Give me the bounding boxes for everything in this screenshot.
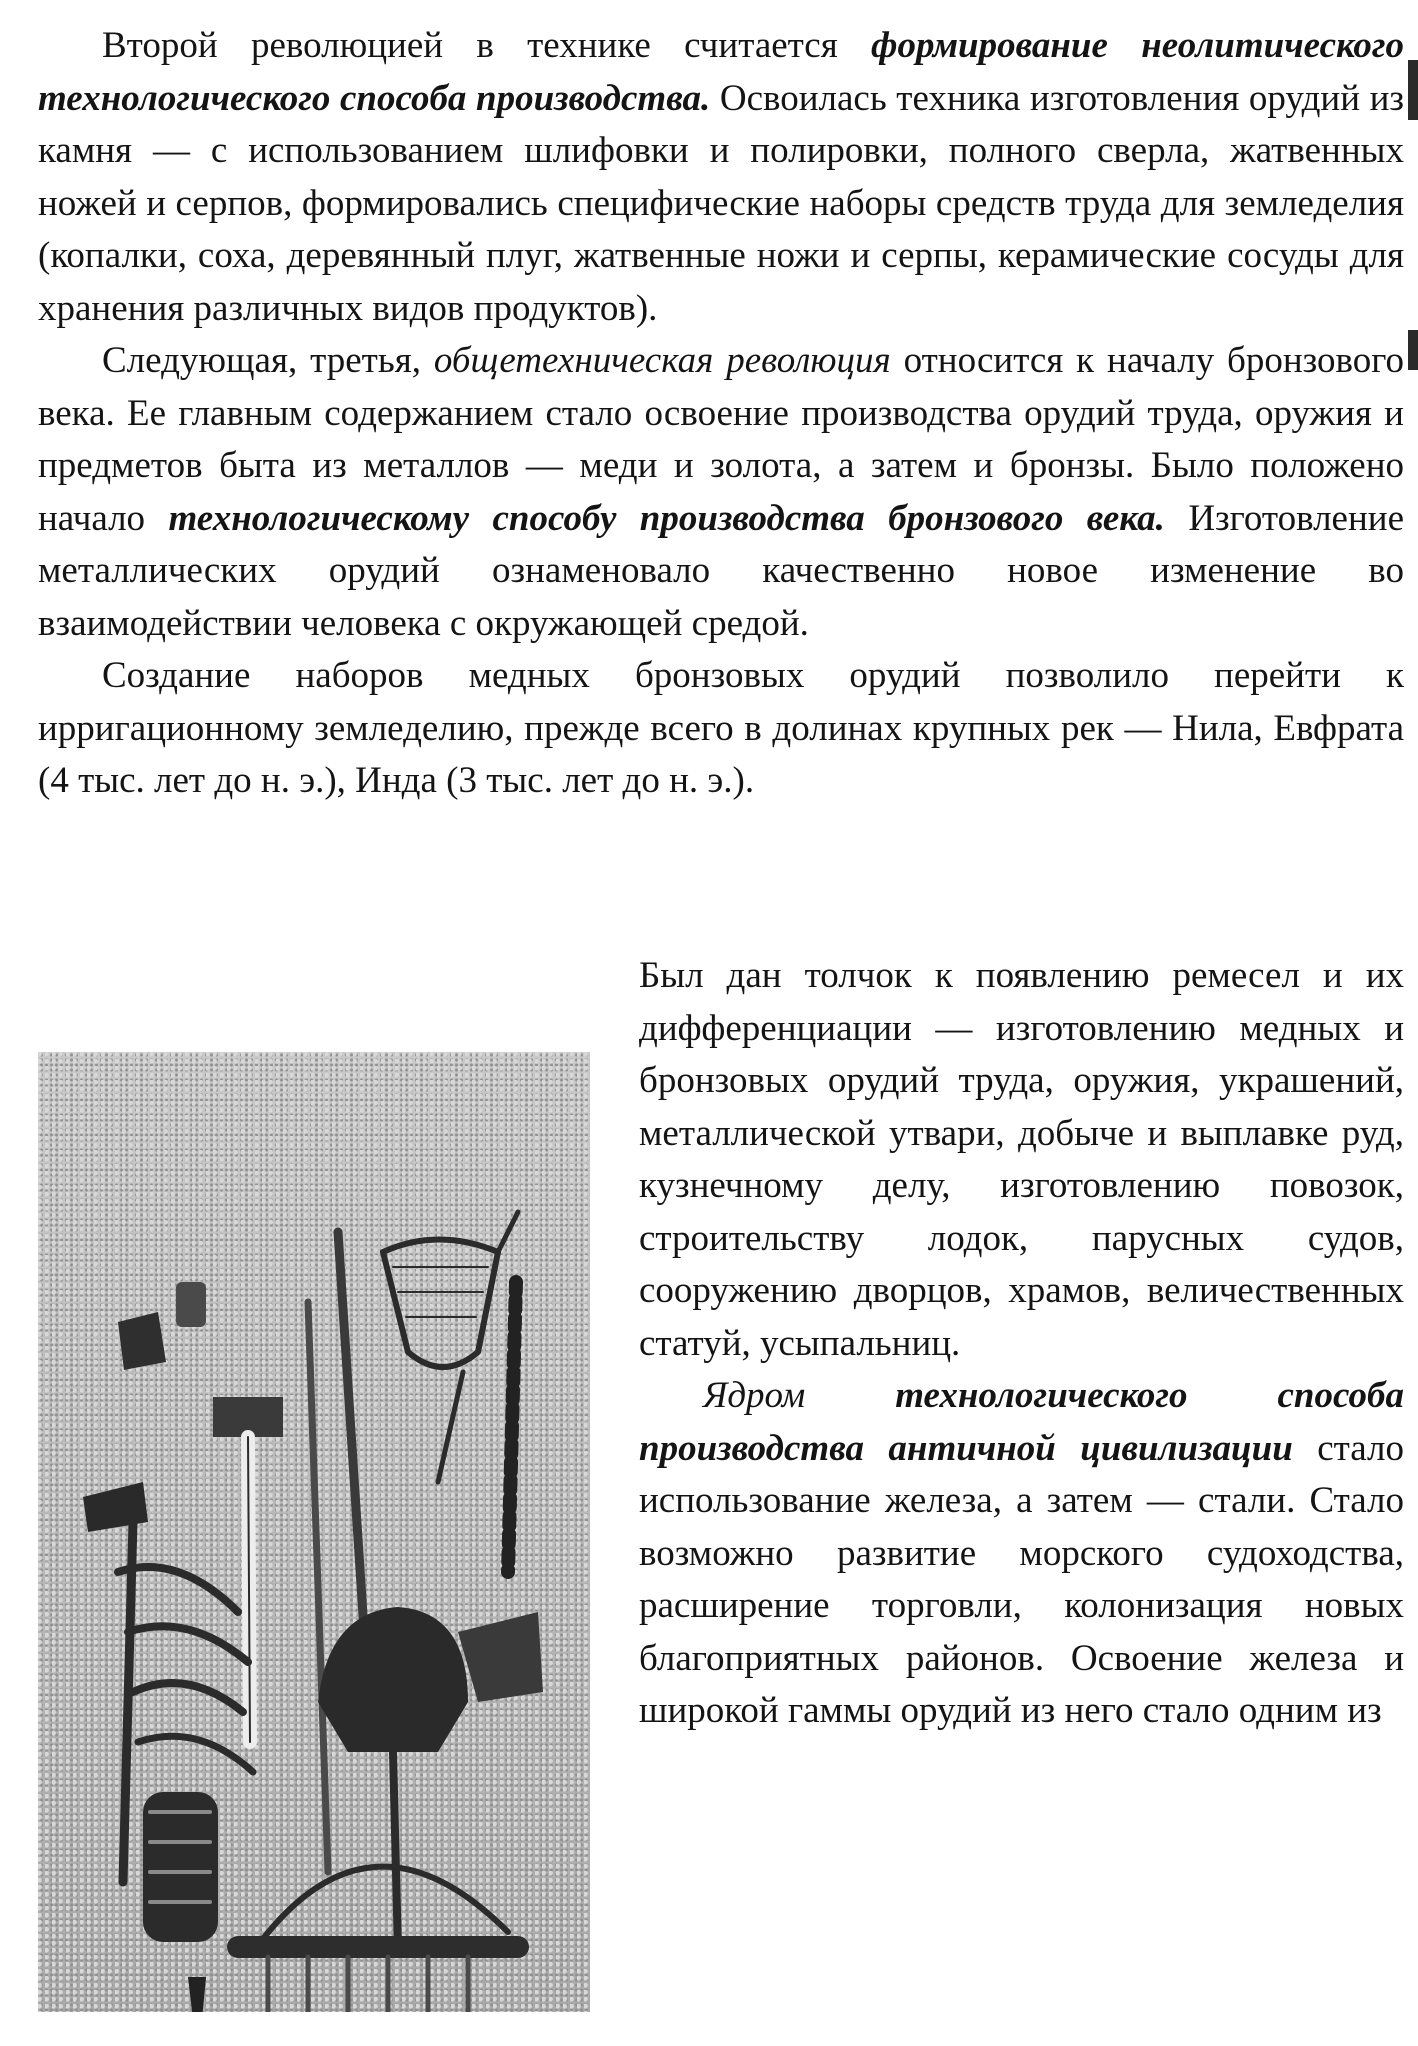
tools-photo [38, 1052, 590, 2012]
tools-illustration [38, 1052, 590, 2012]
text-run: относится к началу бронзового века. Ее главным содержанием стало освоение производства орудий труда, оружия и предметов быта из металлов — меди и золота, а затем и бронзы. Было положено начало [38, 340, 1404, 539]
text-run: Был дан толчок к появлению ремесел и их дифференциации — изготовлению медных и бронзовых орудий труда, оружия, украшений, металлической утвари, добыче и выплавке руд, кузнечному делу, изготовлению повозок, строительству лодок, парусных судов, сооружению дворцов, храмов, величественных статуй, усыпальниц. [639, 955, 1404, 1364]
body-text-right [639, 950, 1404, 1738]
paragraph [38, 20, 1404, 335]
text-run: общетехническая революция [433, 340, 891, 381]
text-run: Следующая, третья, [102, 340, 434, 381]
body-text-top [38, 20, 1404, 808]
text-run: стало использование железа, а затем — стали. Стало возможно развитие морского судоходства, расширение торговли, колонизация новых благоприятных районов. Освоение железа и широкой гаммы орудий из него стало одним из [639, 1427, 1404, 1731]
text-run: Ядром [703, 1375, 896, 1416]
page-edge-mark [1408, 330, 1418, 370]
text-run: Создание наборов медных бронзовых орудий позволило перейти к ирригационному земледелию, прежде всего в долинах крупных рек — Нила, Евфрата (4 тыс. лет до н. э.), Инда (3 тыс. лет до н. э.). [38, 655, 1404, 801]
text-run: технологическому способу производства бронзового века. [168, 497, 1165, 539]
page-edge-mark [1408, 60, 1418, 120]
text-run: технологического способа производства античной цивилизации [639, 1375, 1404, 1469]
text-run: Освоилась техника изготовления орудий из камня — с использованием шлифовки и полировки, полного сверла, жатвенных ножей и серпов, формировались специфические наборы средств труда для земледелия (копалки, соха, деревянный плуг, жатвенные ножи и серпы, керамические сосуды для хранения различных видов продуктов). [38, 77, 1405, 329]
text-run: Изготовление металлических орудий ознаменовало качественно новое изменение во взаимодействии человека с окружающей средой. [38, 497, 1404, 644]
paragraph [38, 335, 1404, 650]
text-run: Второй революцией в технике считается [102, 25, 872, 66]
paragraph [639, 1370, 1404, 1738]
text-run: формирование неолитического технологического способа производства. [38, 25, 1404, 119]
paragraph [639, 950, 1404, 1370]
paragraph [38, 650, 1404, 808]
